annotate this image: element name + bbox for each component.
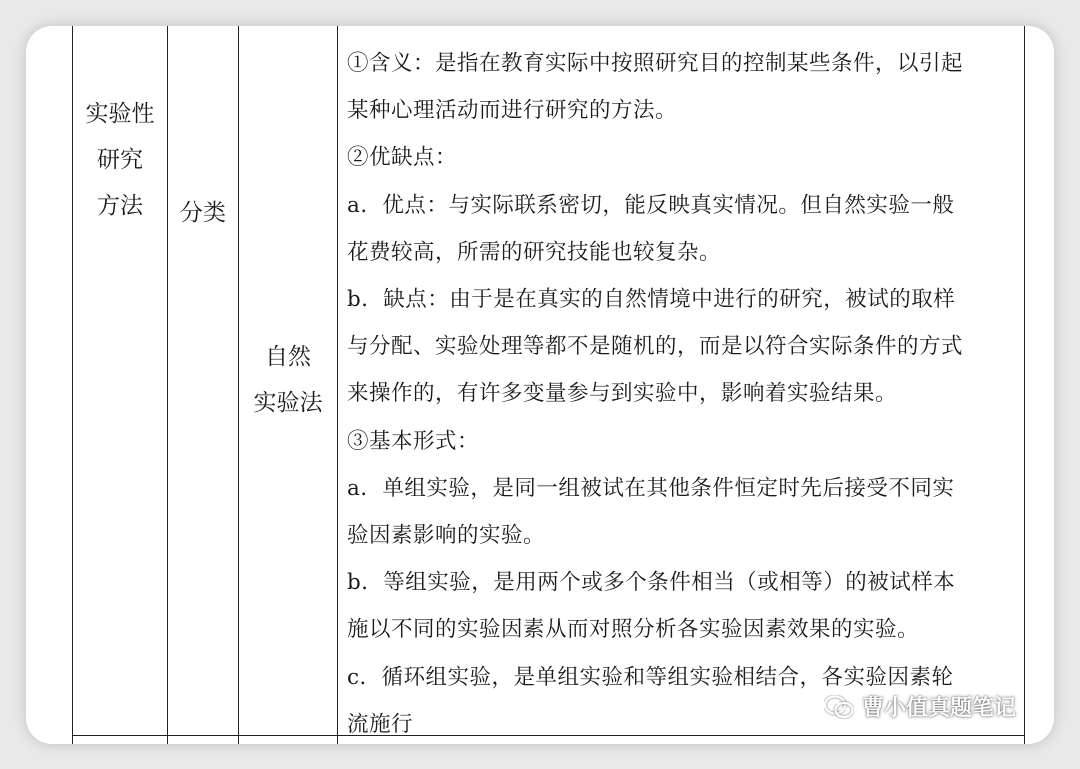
content-line: 来操作的，有许多变量参与到实验中，影响着实验结果。: [347, 381, 898, 407]
classification-label: [168, 190, 238, 236]
content-cell: [347, 40, 1015, 744]
content-line: a．单组实验，是同一组被试在其他条件恒定时先后接受不同实: [347, 475, 955, 501]
category-label-line-2: 研究: [97, 147, 143, 173]
content-line: 施以不同的实验因素从而对照分析各实验因素效果的实验。: [347, 617, 920, 643]
content-line: b．缺点：由于是在真实的自然情境中进行的研究，被试的取样: [347, 287, 956, 313]
content-line: 流施行: [347, 711, 414, 737]
method-label-line-1: 自然: [265, 344, 311, 370]
classification-label-text: 分类: [180, 200, 226, 226]
table-divider-1: [167, 26, 168, 744]
content-line: b．等组实验，是用两个或多个条件相当（或相等）的被试样本: [347, 570, 956, 596]
content-line: ②优缺点：: [347, 145, 458, 171]
content-line: 某种心理活动而进行研究的方法。: [347, 98, 678, 124]
watermark: [824, 691, 1016, 722]
table-border-right: [1024, 26, 1025, 744]
category-label-line-3: 方法: [97, 193, 143, 219]
content-line: ③基本形式：: [347, 428, 480, 454]
wechat-icon: [824, 695, 854, 719]
method-label: [239, 334, 337, 426]
content-line: ①含义：是指在教育实际中按照研究目的控制某些条件，以引起: [347, 51, 964, 76]
method-label-line-2: 实验法: [253, 390, 323, 416]
table-divider-3: [337, 26, 338, 744]
watermark-text: 曹小值真题笔记: [861, 696, 1016, 721]
content-line: c．循环组实验，是单组实验和等组实验相结合，各实验因素轮: [347, 664, 954, 690]
category-label-line-1: 实验性: [85, 101, 155, 127]
document-card: [26, 26, 1054, 744]
content-line: 验因素影响的实验。: [347, 523, 546, 549]
content-line: 花费较高，所需的研究技能也较复杂。: [347, 239, 722, 265]
category-label: [73, 91, 167, 229]
content-line: 与分配、实验处理等都不是随机的，而是以符合实际条件的方式: [347, 334, 964, 360]
content-line: a．优点：与实际联系密切，能反映真实情况。但自然实验一般: [347, 192, 955, 218]
